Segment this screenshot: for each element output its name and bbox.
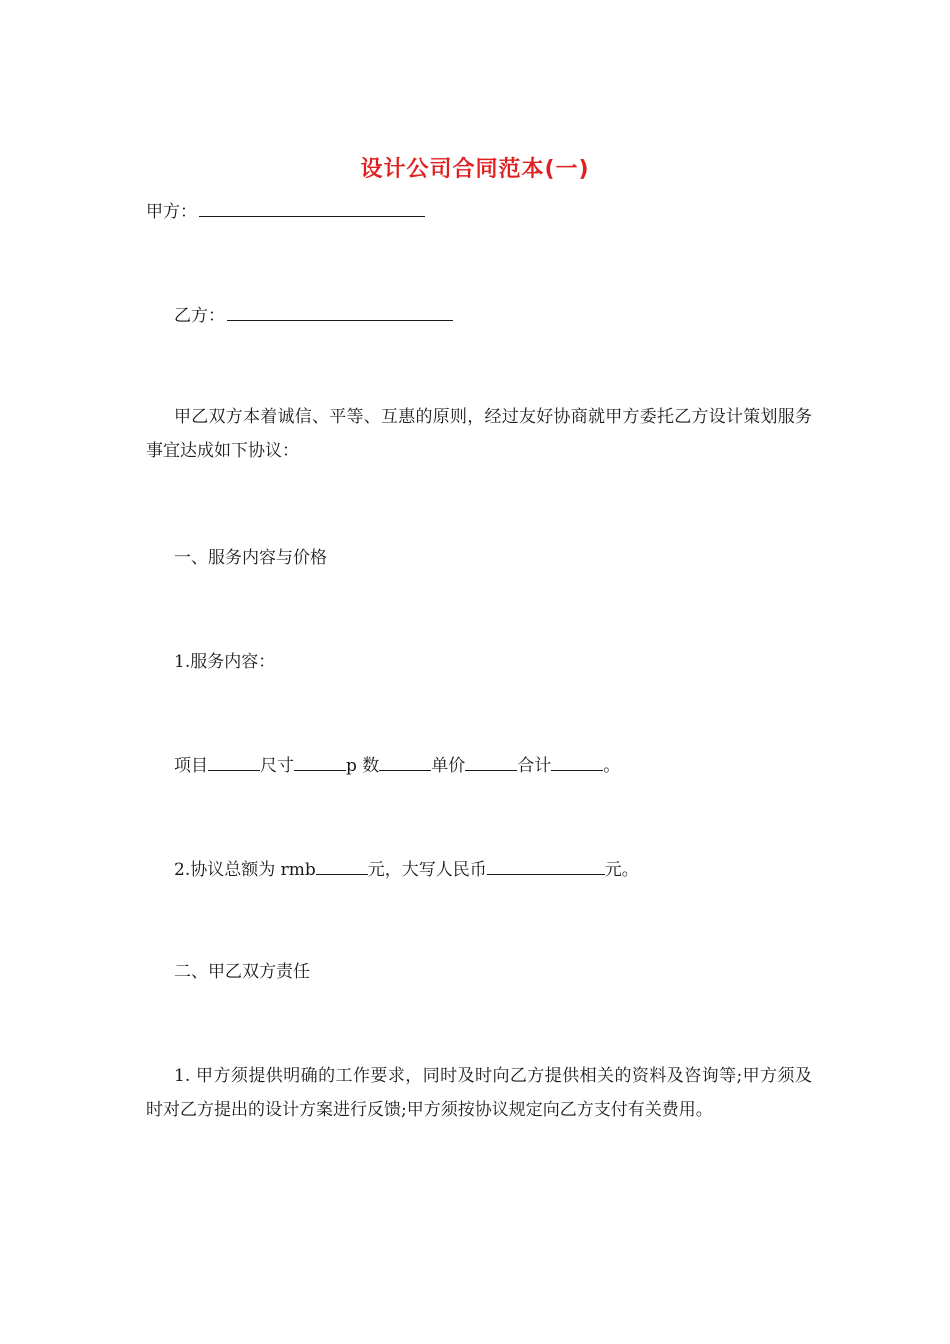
unit-price-label: 单价	[431, 756, 466, 776]
item2-line	[174, 858, 639, 881]
size-blank	[294, 754, 346, 771]
pages-blank	[379, 754, 431, 771]
party-a-label: 甲方：	[146, 202, 197, 222]
item2-mid: 元，大写人民币	[367, 860, 487, 880]
total-blank	[551, 754, 603, 771]
unit-price-blank	[465, 754, 517, 771]
item1-heading: 1.服务内容：	[174, 652, 276, 672]
project-label: 项目	[174, 756, 208, 776]
amount-blank	[316, 858, 368, 875]
responsibility-paragraph-1: 1. 甲方须提供明确的工作要求，同时及时向乙方提供相关的资料及咨询等;甲方须及时对乙方提出的设计方案进行反馈;甲方须按协议规定向乙方支付有关费用。	[146, 1066, 812, 1120]
project-blank	[208, 754, 260, 771]
service-fields-line	[174, 754, 620, 777]
total-label: 合计	[517, 756, 552, 776]
party-b-label: 乙方：	[174, 306, 225, 326]
party-b-blank	[227, 304, 453, 321]
fields-end: 。	[603, 756, 621, 776]
section1-heading: 一、服务内容与价格	[174, 548, 327, 568]
pages-label: p 数	[346, 756, 380, 776]
size-label: 尺寸	[260, 756, 294, 776]
document-title: 设计公司合同范本(一)	[360, 157, 590, 182]
amount-words-blank	[487, 858, 605, 875]
item2-prefix: 2.协议总额为 rmb	[174, 860, 316, 880]
intro-paragraph: 甲乙双方本着诚信、平等、互惠的原则，经过友好协商就甲方委托乙方设计策划服务事宜达成如下协议：	[146, 407, 812, 461]
party-a-blank	[199, 200, 425, 217]
item2-suffix: 元。	[604, 860, 639, 880]
party-a-line	[146, 200, 425, 223]
section2-heading: 二、甲乙双方责任	[174, 962, 310, 982]
party-b-line	[174, 304, 453, 327]
